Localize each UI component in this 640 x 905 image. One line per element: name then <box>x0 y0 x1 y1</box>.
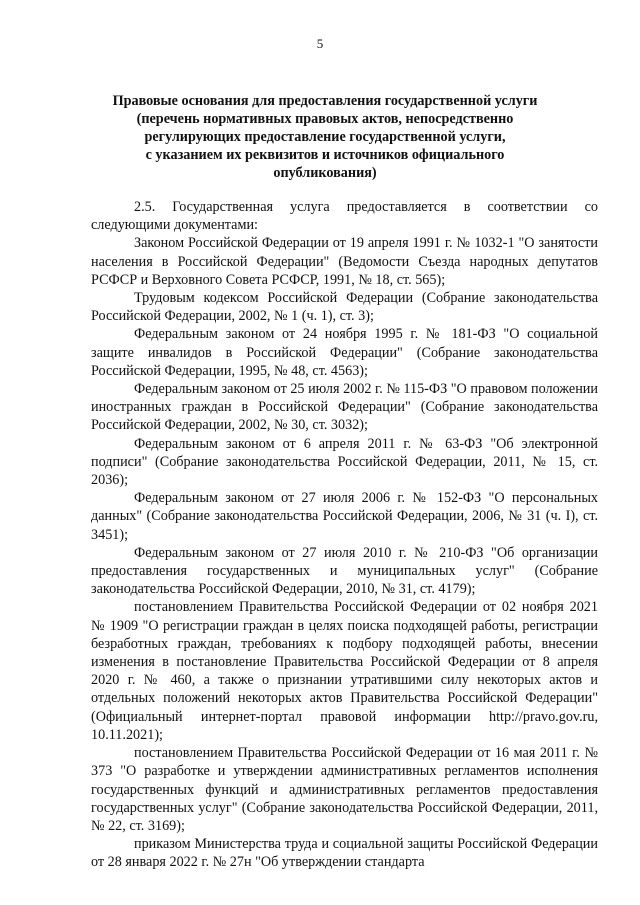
heading-line: опубликования) <box>273 165 377 181</box>
heading-line: (перечень нормативных правовых актов, непосредственно <box>136 111 514 127</box>
heading-line: Правовые основания для предоставления государственной услуги <box>112 93 538 109</box>
paragraph-public-services-law: Федеральным законом от 27 июля 2010 г. № 210-ФЗ "Об организации предоставления государственных и муниципальных услуг" (Собрание законодательства Российской Федерации, 2010, № 31, ст. 4179); <box>91 544 598 598</box>
paragraph-electronic-signature-law: Федеральным законом от 6 апреля 2011 г. № 63-ФЗ "Об электронной подписи" (Собрание законодательства Российской Федерации, 2011, № 15, ст. 2036); <box>91 435 598 489</box>
heading-line: с указанием их реквизитов и источников официального <box>145 147 505 163</box>
paragraph-decree-1909: постановлением Правительства Российской Федерации от 02 ноября 2021 № 1909 "О регистрации граждан в целях поиска подходящей работы, регистрации безработных граждан, требованиях к подбору подходящей работы, внесении изменения в постановление Правительства Российской Федерации от 8 апреля 2020 г. № 460, а также о признании утратившими силу некоторых актов и отдельных положений некоторых актов Правительства Российской Федерации" (Официальный интернет-портал правовой информации http://pravo.gov.ru, 10.11.2021); <box>91 599 598 743</box>
section-heading <box>96 92 554 182</box>
paragraph-labor-code: Трудовым кодексом Российской Федерации (Собрание законодательства Российской Федерации, 2002, № 1 (ч. 1), ст. 3); <box>91 290 598 325</box>
paragraph-order-27n: приказом Министерства труда и социальной защиты Российской Федерации от 28 января 2022 г. № 27н "Об утверждении стандарта <box>91 836 598 871</box>
document-body <box>91 198 598 872</box>
paragraph-employment-law: Законом Российской Федерации от 19 апреля 1991 г. № 1032-1 "О занятости населения в Российской Федерации" (Ведомости Съезда народных депутатов РСФСР и Верховного Совета РСФСР, 1991, № 18, ст. 565); <box>91 235 598 288</box>
page-number: 5 <box>316 36 324 51</box>
paragraph-personal-data-law: Федеральным законом от 27 июля 2006 г. № 152-ФЗ "О персональных данных" (Собрание законодательства Российской Федерации, 2006, № 31 (ч. I), ст. 3451); <box>91 490 598 543</box>
paragraph-intro: 2.5. Государственная услуга предоставляется в соответствии со следующими документами: <box>91 199 598 234</box>
paragraph-disability-law: Федеральным законом от 24 ноября 1995 г. № 181-ФЗ "О социальной защите инвалидов в Российской Федерации" (Собрание законодательства Российской Федерации, 1995, № 48, ст. 4563); <box>91 326 598 379</box>
paragraph-decree-373: постановлением Правительства Российской Федерации от 16 мая 2011 г. № 373 "О разработке и утверждении административных регламентов исполнения государственных функций и административных регламентов предоставления государственных услуг" (Собрание законодательства Российской Федерации, 2011, № 22, ст. 3169); <box>91 745 598 834</box>
heading-line: регулирующих предоставление государственной услуги, <box>144 129 506 145</box>
paragraph-foreign-citizens-law: Федеральным законом от 25 июля 2002 г. № 115-ФЗ "О правовом положении иностранных граждан в Российской Федерации" (Собрание законодательства Российской Федерации, 2002, № 30, ст. 3032); <box>91 381 598 434</box>
